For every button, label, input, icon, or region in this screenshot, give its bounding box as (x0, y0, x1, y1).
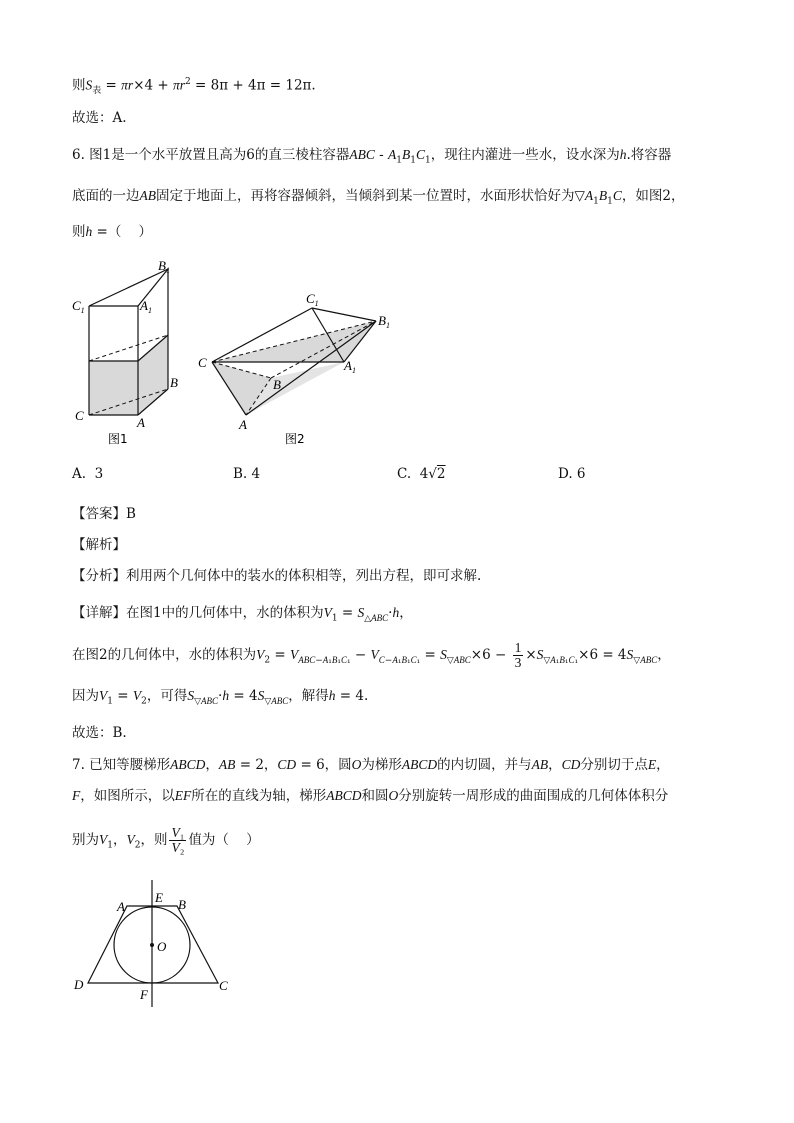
svg-text:B: B (178, 897, 186, 912)
svg-text:C: C (75, 408, 84, 423)
q7-line2: F，如图所示，以EF所在的直线为轴，梯形ABCD和圆O分别旋转一周形成的曲面围成的几何体体积分 (72, 788, 669, 804)
prev-choice-line: 故选：A. (72, 110, 127, 126)
analysis-tag: 【解析】 (72, 537, 126, 553)
option-a: A. 3 (72, 466, 104, 482)
option-d: D. 6 (558, 466, 586, 482)
svg-text:O: O (157, 939, 167, 954)
xiangjie-line3: 因为$V_1 = V_2$，可得$S_{▽ABC}\cdot h = 4S_{▽ABC}$，解得h = 4. (72, 688, 369, 707)
svg-text:C1: $C_1$ (72, 298, 85, 315)
svg-text:C: C (219, 978, 228, 993)
choice-line: 故选：B. (72, 725, 127, 741)
option-b: B. 4 (233, 466, 261, 482)
answer-line (72, 504, 136, 524)
fenxi-tag: 【分析】 (72, 568, 126, 584)
answer-tag: 【答案】 (72, 506, 126, 522)
fig1-water (89, 335, 168, 415)
prev-result-line: 则$S_表 = \pi r\times 4 + \pi r^2 = 8\pi + 4\pi = 12\pi$. (72, 77, 316, 97)
svg-text:A: A (239, 417, 247, 432)
figure-q7 (0, 875, 794, 1025)
svg-text:F: F (140, 987, 148, 1002)
svg-text:A1: $A_1$ (344, 358, 356, 375)
svg-text:B1: $B_1$ (158, 258, 170, 275)
fenxi-text: 利用两个几何体中的装水的体积相等，列出方程，即可求解. (126, 568, 482, 584)
q6-line3: 则h =（ ） (72, 224, 153, 240)
svg-text:B: B (273, 377, 281, 392)
svg-text:D: D (74, 977, 84, 992)
svg-text:C1: $C_1$ (306, 291, 319, 308)
fig1-label: 图1 (108, 432, 128, 446)
xiangjie-line1: 【详解】在图1中的几何体中，水的体积为$V_1 = S_{\triangle ABC}\cdot h$， (72, 605, 413, 624)
svg-text:C: C (198, 355, 207, 370)
option-c: C. 4√2 (397, 466, 446, 482)
fig2-prism (198, 291, 390, 446)
svg-text:A1: $A_1$ (140, 298, 152, 315)
q6-line1: 6. 图1是一个水平放置且高为6的直三棱柱容器ABC - $A_1B_1C_1$，现往内灌进一些水，设水深为h.将容器 (72, 147, 672, 166)
q7-line1: 7. 已知等腰梯形ABCD，AB = 2，CD = 6，圆O为梯形ABCD的内切圆，并与AB，CD分别切于点E， (72, 757, 670, 773)
q6-line2: 底面的一边AB固定于地面上，再将容器倾斜，当倾斜到某一位置时，水面形状恰好为$▽A_1B_1C$，如图2， (72, 188, 685, 207)
svg-text:A: A (137, 415, 145, 430)
svg-text:E: E (155, 890, 163, 905)
fenxi-line (72, 566, 481, 586)
q7-line3: 别为$V_1$，$V_2$，则 $\frac{\text{V₁}}{\text{V₂}}$ 值为（ ） (72, 825, 260, 855)
answer-value: B (126, 506, 136, 522)
fig1-prism (72, 258, 178, 446)
svg-text:A: A (117, 899, 125, 914)
svg-text:B: B (170, 375, 178, 390)
fig2-label: 图2 (285, 432, 305, 446)
svg-text:B1: $B_1$ (378, 313, 390, 330)
xiangjie-line2: 在图2的几何体中，水的体积为$V_2 = V_{ABC-A_1B_1C_1} - V_{C-A_1B_1C_1} = S_{▽ABC}\times 6$ − $\frac{1}{3}$ $\times S_{▽A_1B_1C_1}\times 6 = 4S_{▽ABC}$， (72, 640, 671, 670)
figure-q6 (0, 255, 794, 475)
